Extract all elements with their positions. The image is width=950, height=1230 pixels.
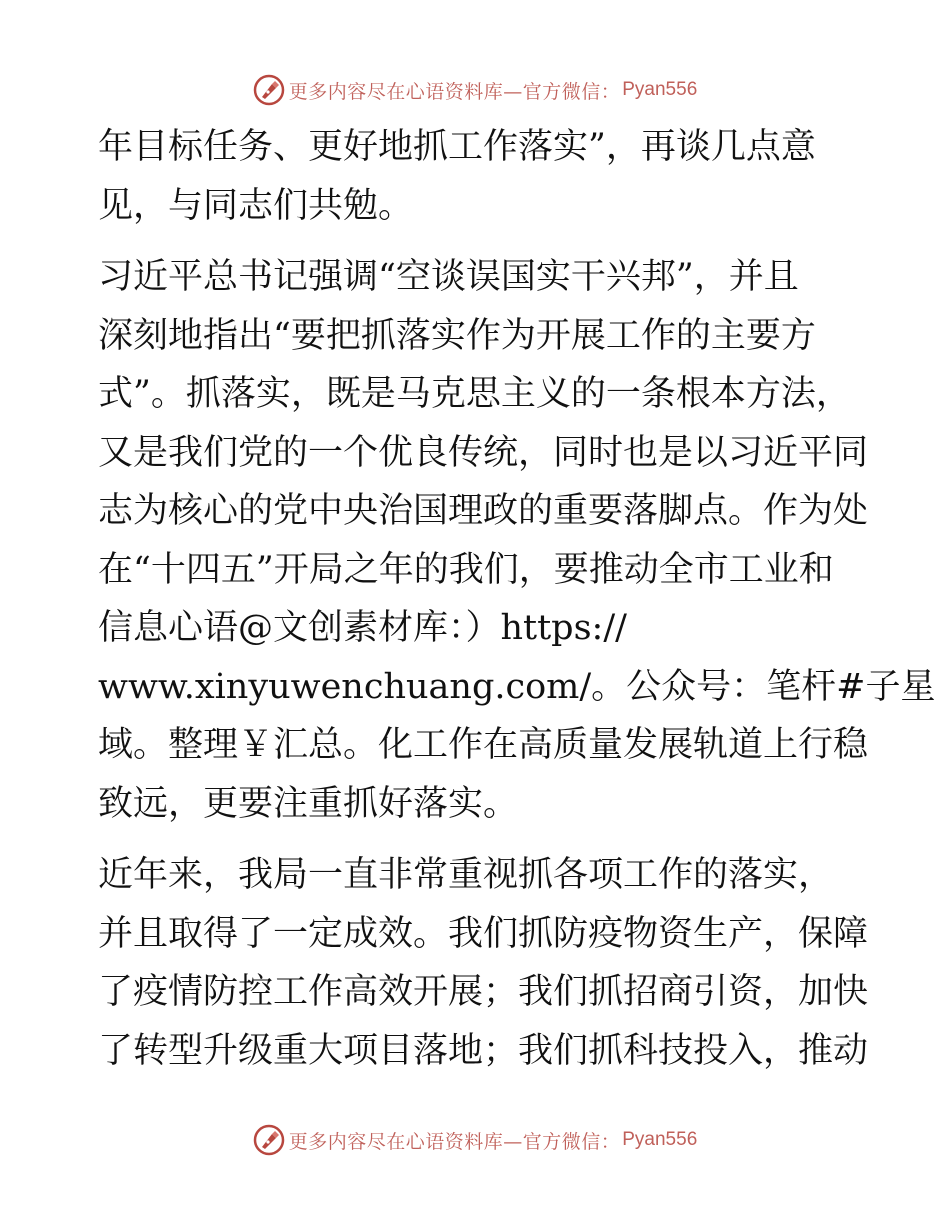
text-line: 习近平总书记强调“空谈误国实干兴邦”，并且 <box>98 257 799 297</box>
pen-nib-logo-icon <box>253 1124 285 1156</box>
text-line: 志为核心的党中央治国理政的重要落脚点。作为处 <box>98 491 869 531</box>
text-line: 并且取得了一定成效。我们抓防疫物资生产，保障 <box>98 913 869 954</box>
text-line: 深刻地指出“要把抓落实作为开展工作的主要方 <box>98 315 816 356</box>
text-line: 年目标任务、更好地抓工作落实”，再谈几点意 <box>98 127 816 167</box>
text-line: www.xinyuwenchuang.com/。公众号：笔杆#子星 <box>98 666 936 707</box>
watermark-text: 更多内容尽在心语资料库—官方微信： <box>288 1130 621 1153</box>
paragraph-2 <box>98 248 936 833</box>
text-line: 了疫情防控工作高效开展；我们抓招商引资，加快 <box>98 972 869 1012</box>
watermark-wechat-id: Pyan556 <box>622 79 698 100</box>
document-body <box>98 118 936 1080</box>
text-line: 信息心语@文创素材库：）https:// <box>98 608 627 648</box>
text-line: 致远，更要注重抓好落实。 <box>98 783 519 824</box>
footer-watermark <box>0 1122 950 1158</box>
text-line: 见，与同志们共勉。 <box>98 185 414 226</box>
paragraph-1 <box>98 118 858 235</box>
header-watermark <box>0 72 950 108</box>
text-line: 在“十四五”开局之年的我们，要推动全市工业和 <box>98 549 834 590</box>
watermark-text: 更多内容尽在心语资料库—官方微信： <box>288 80 621 103</box>
text-line: 了转型升级重大项目落地；我们抓科技投入，推动 <box>98 1030 869 1071</box>
text-line: 近年来，我局一直非常重视抓各项工作的落实， <box>98 855 834 895</box>
watermark-wechat-id: Pyan556 <box>622 1129 698 1150</box>
text-line: 式”。抓落实，既是马克思主义的一条根本方法， <box>98 374 851 414</box>
text-line: 域。整理￥汇总。化工作在高质量发展轨道上行稳 <box>98 725 869 765</box>
pen-nib-logo-icon <box>253 74 285 106</box>
text-line: 又是我们党的一个优良传统，同时也是以习近平同 <box>98 432 869 473</box>
paragraph-3 <box>98 846 869 1080</box>
